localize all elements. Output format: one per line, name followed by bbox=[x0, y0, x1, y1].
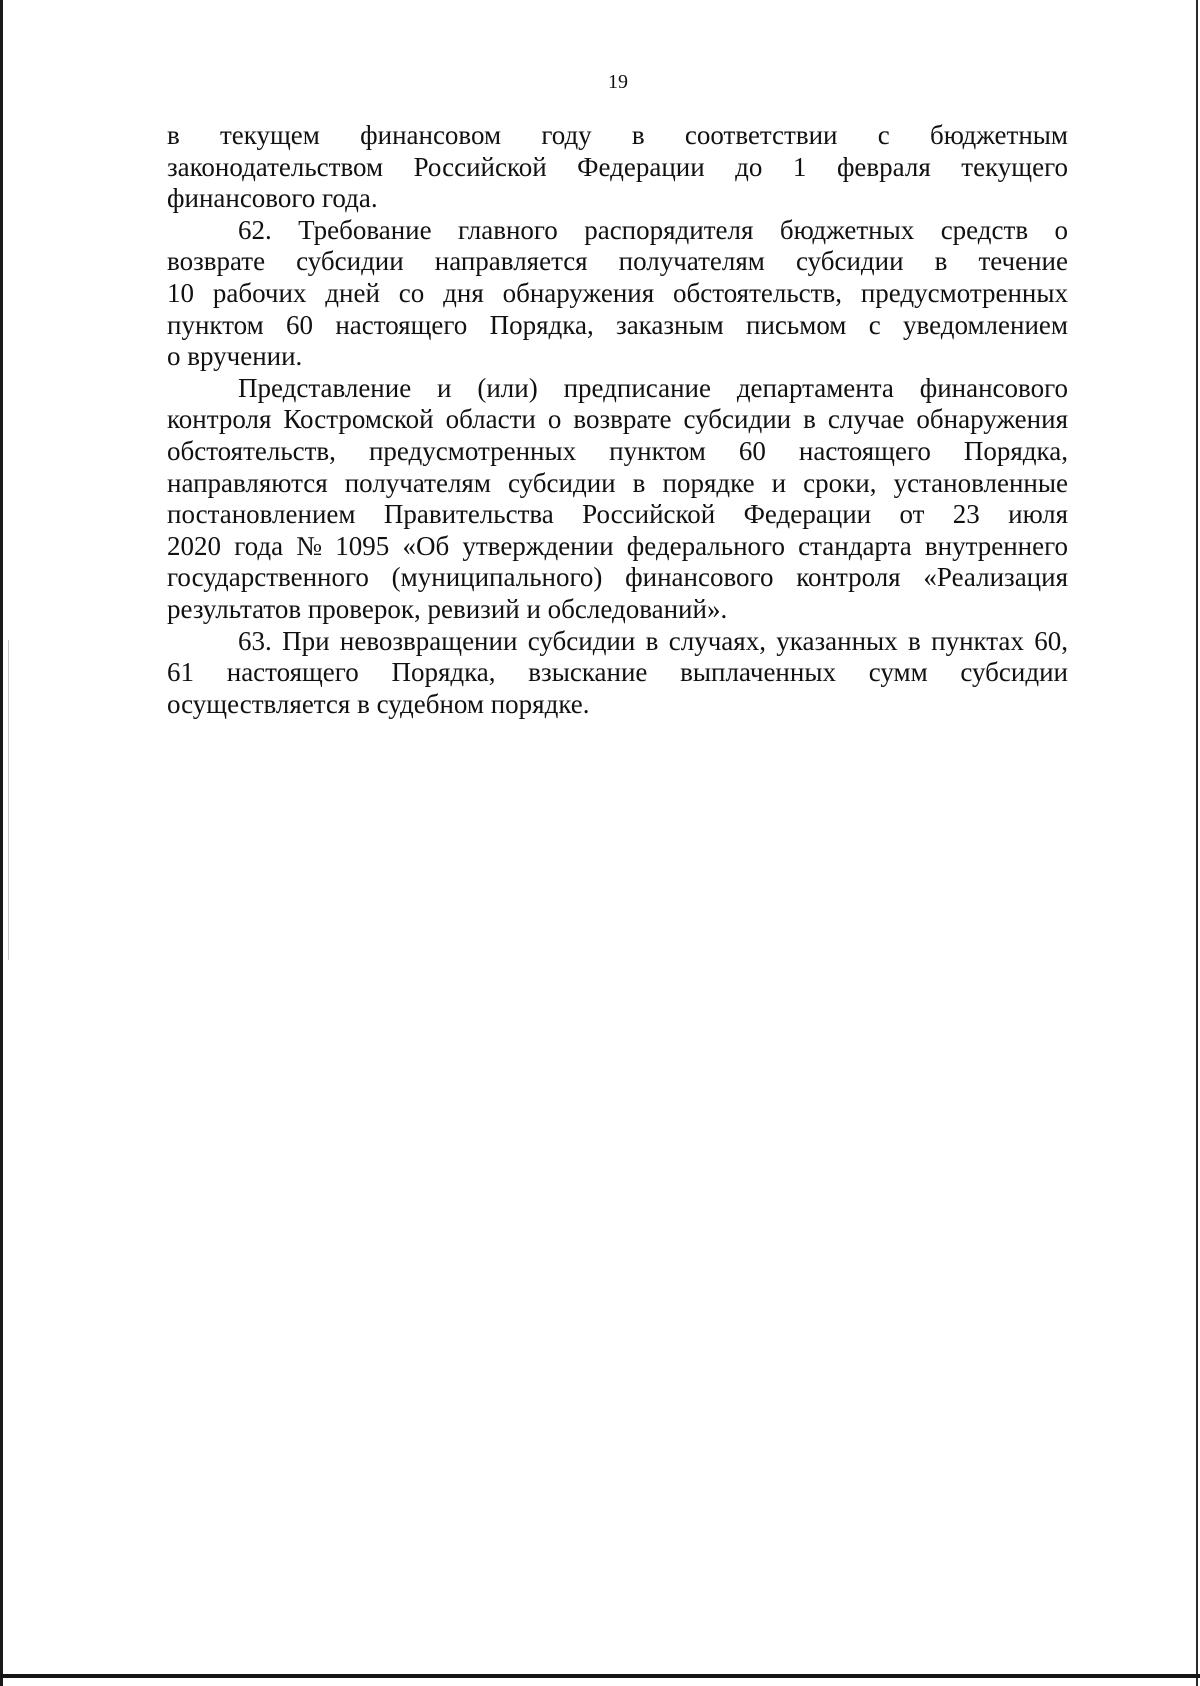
scan-border-bottom bbox=[0, 1674, 1200, 1678]
page-number: 19 bbox=[608, 71, 628, 93]
text-line: 10 рабочих дней со дня обнаружения обстоятельств, предусмотренных bbox=[167, 277, 1068, 308]
text-line: 61 настоящего Порядка, взыскание выплаченных сумм субсидии bbox=[167, 657, 1068, 688]
text-line: 63. При невозвращении субсидии в случаях, указанных в пунктах 60, bbox=[238, 625, 1068, 656]
text-line: законодательством Российской Федерации до 1 февраля текущего bbox=[167, 151, 1068, 182]
text-line: государственного (муниципального) финансового контроля «Реализация bbox=[167, 562, 1068, 593]
text-line: направляются получателям субсидии в порядке и сроки, установленные bbox=[167, 467, 1068, 498]
scan-artifact-left bbox=[8, 640, 9, 960]
text-line: контроля Костромской области о возврате субсидии в случае обнаружения bbox=[167, 404, 1068, 435]
paragraph-continuation bbox=[167, 120, 1068, 215]
text-line: о вручении. bbox=[167, 341, 303, 372]
text-line: Представление и (или) предписание департамента финансового bbox=[238, 372, 1068, 403]
text-line: возврате субсидии направляется получателям субсидии в течение bbox=[167, 246, 1068, 277]
text-line: в текущем финансовом году в соответствии с бюджетным bbox=[167, 120, 1068, 150]
text-line: 2020 года № 1095 «Об утверждении федерального стандарта внутреннего bbox=[167, 530, 1068, 561]
text-line: 62. Требование главного распорядителя бюджетных средств о bbox=[238, 214, 1068, 245]
paragraph-representation bbox=[167, 373, 1068, 626]
text-line: результатов проверок, ревизий и обследований». bbox=[167, 593, 728, 624]
document-body bbox=[167, 120, 1068, 720]
scan-border-left bbox=[0, 0, 3, 1686]
text-line: постановлением Правительства Российской Федерации от 23 июля bbox=[167, 499, 1068, 530]
paragraph-62 bbox=[167, 215, 1068, 373]
text-line: пунктом 60 настоящего Порядка, заказным письмом с уведомлением bbox=[167, 309, 1068, 340]
text-line: осуществляется в судебном порядке. bbox=[167, 688, 590, 719]
text-line: обстоятельств, предусмотренных пунктом 60 настоящего Порядка, bbox=[167, 435, 1068, 466]
paragraph-63 bbox=[167, 626, 1068, 721]
text-line: финансового года. bbox=[167, 183, 378, 214]
scan-border-right bbox=[1196, 0, 1198, 1686]
